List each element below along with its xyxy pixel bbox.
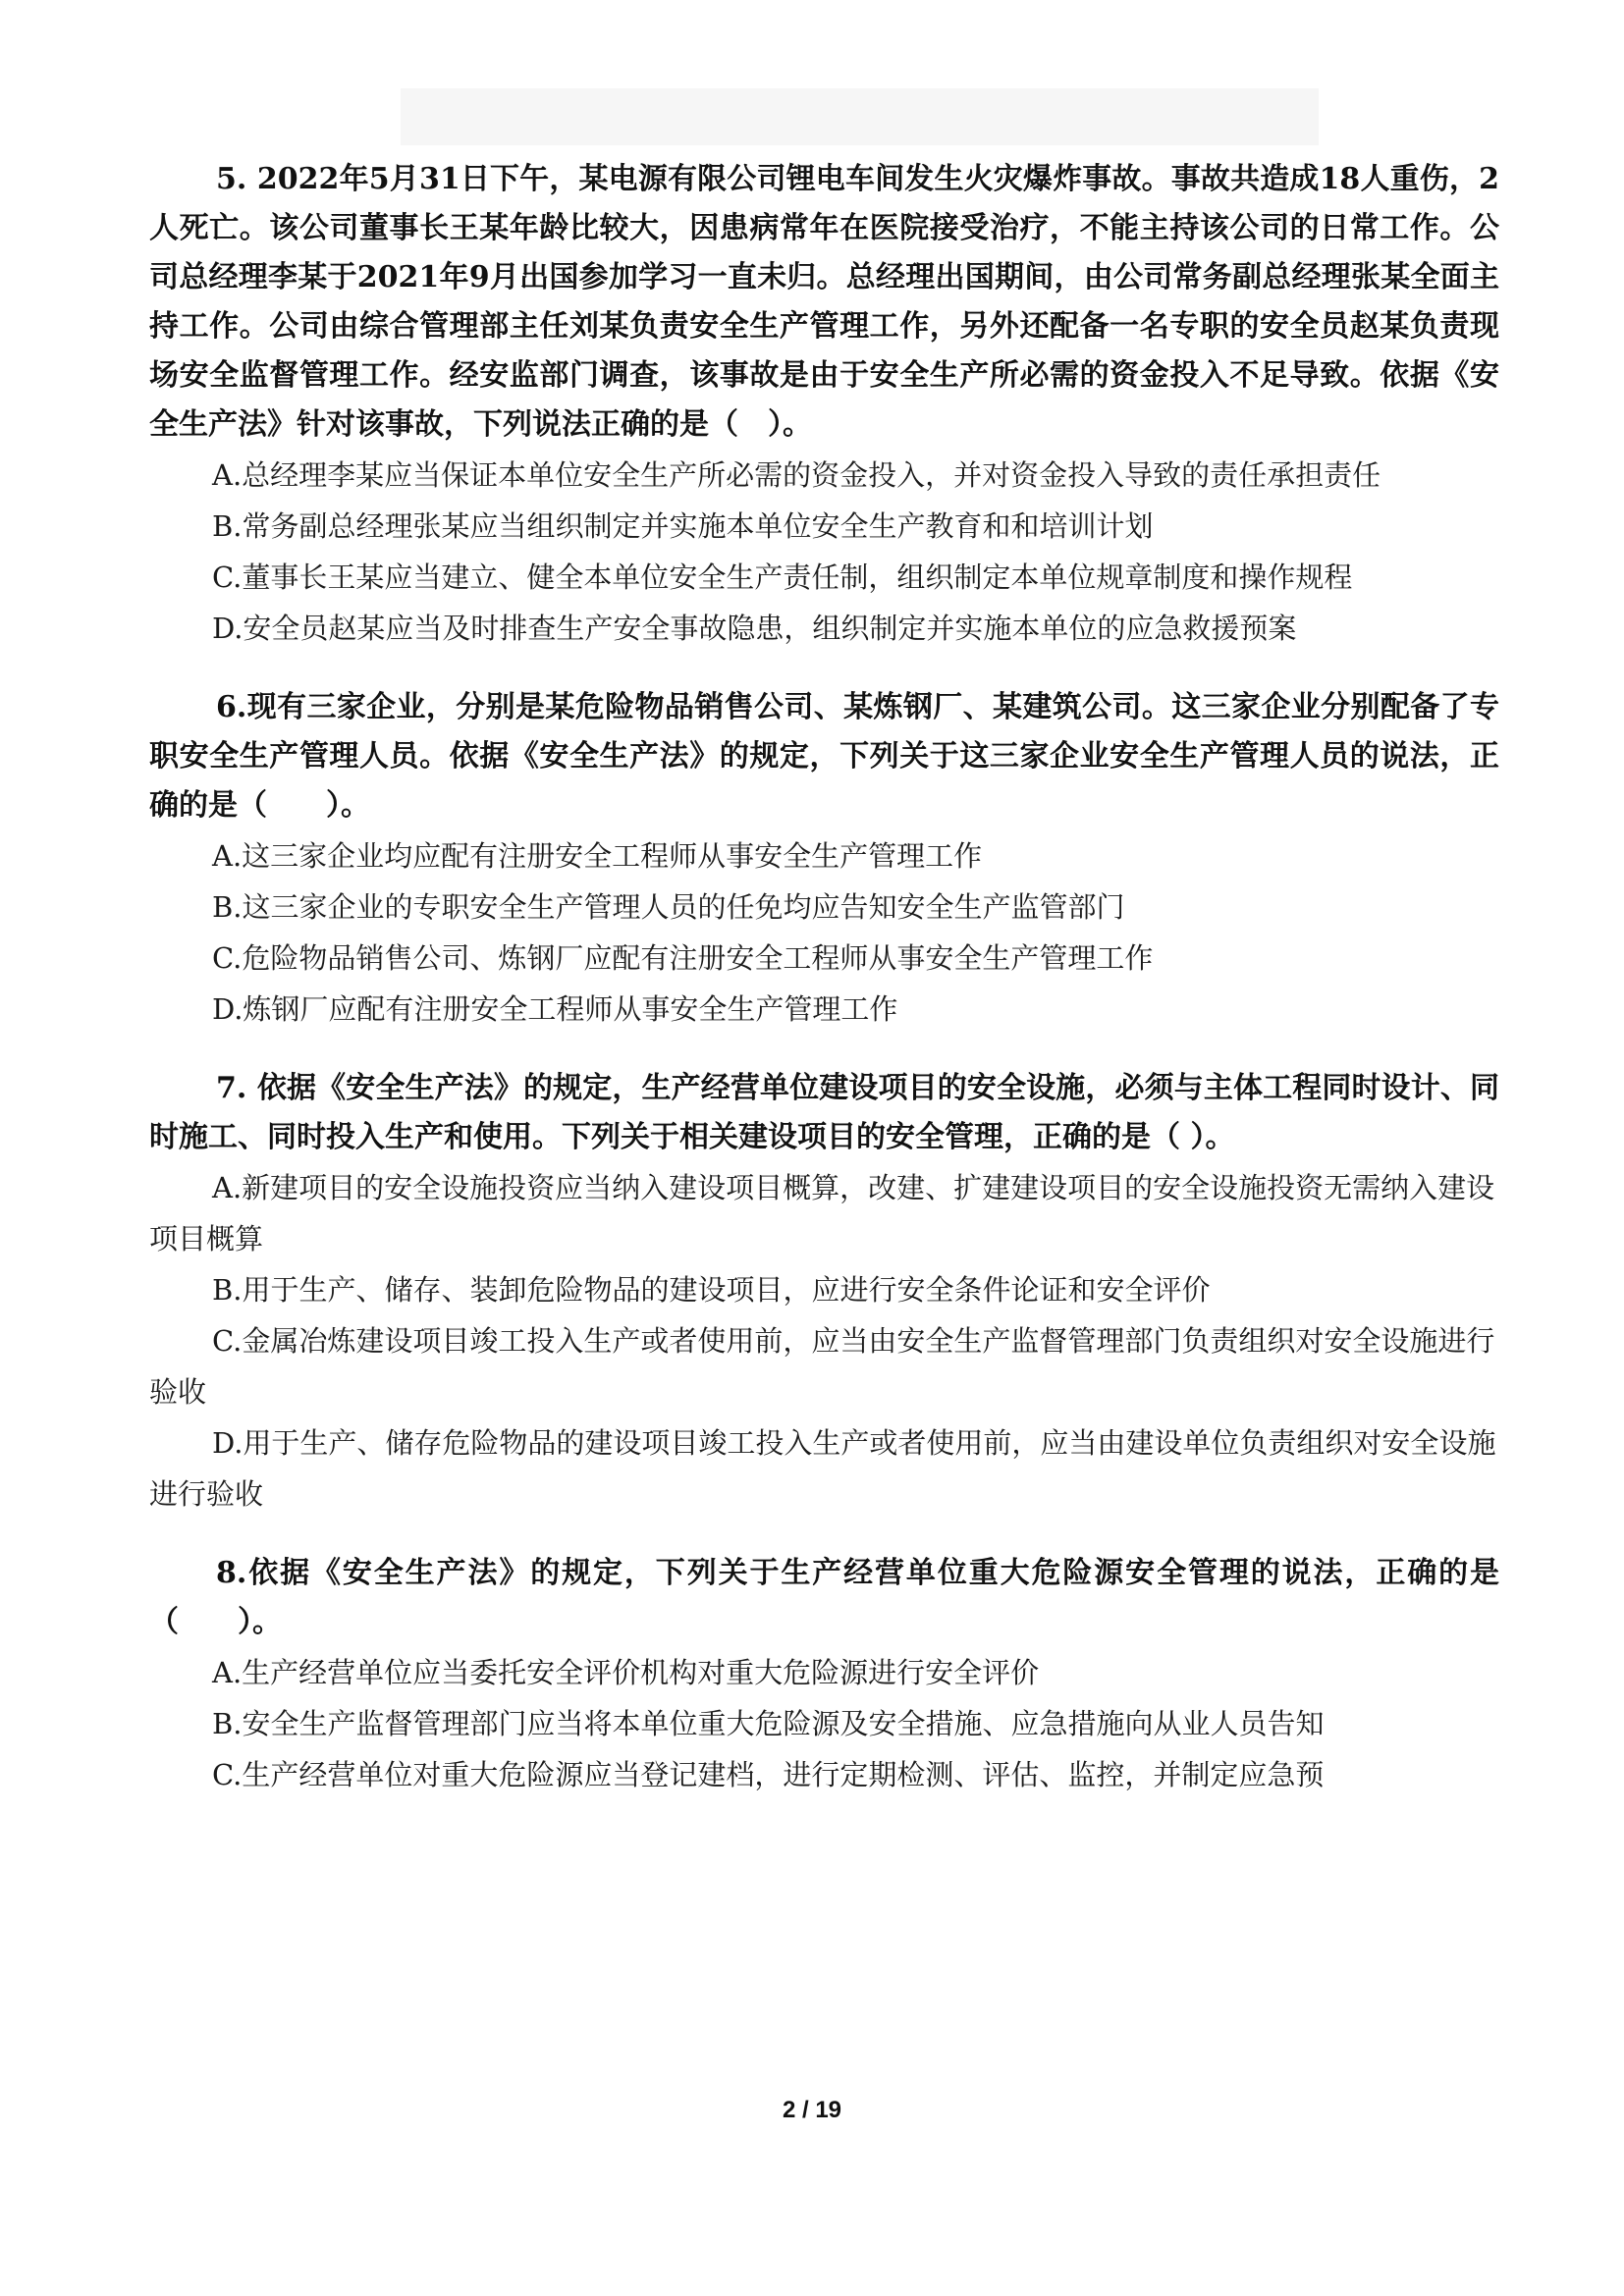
question-6 xyxy=(149,683,1499,1035)
question-8 xyxy=(149,1549,1499,1800)
question-7 xyxy=(149,1064,1499,1520)
page-number: 2 / 19 xyxy=(782,2097,842,2123)
option-a: A.生产经营单位应当委托安全评价机构对重大危险源进行安全评价 xyxy=(212,1656,1040,1689)
question-stem: 5. 2022年5月31日下午，某电源有限公司锂电车间发生火灾爆炸事故。事故共造成18人重伤，2人死亡。该公司董事长王某年龄比较大，因患病常年在医院接受治疗，不能主持该公司的日常工作。公司总经理李某于2021年9月出国参加学习一直未归。总经理出国期间，由公司常务副总经理张某全面主持工作。公司由综合管理部主任刘某负责安全生产管理工作，另外还配备一名专职的安全员赵某负责现场安全监督管理工作。经安监部门调查，该事故是由于安全生产所必需的资金投入不足导致。依据《安全生产法》针对该事故，下列说法正确的是（ ）。 xyxy=(149,162,1499,442)
option-d: D.炼钢厂应配有注册安全工程师从事安全生产管理工作 xyxy=(212,992,898,1026)
option-a: A.这三家企业均应配有注册安全工程师从事安全生产管理工作 xyxy=(212,839,983,873)
option-c: C.金属冶炼建设项目竣工投入生产或者使用前，应当由安全生产监督管理部门负责组织对安全设施进行验收 xyxy=(149,1324,1495,1409)
option-b: B.用于生产、储存、装卸危险物品的建设项目，应进行安全条件论证和安全评价 xyxy=(212,1273,1211,1307)
question-stem: 7. 依据《安全生产法》的规定，生产经营单位建设项目的安全设施，必须与主体工程同时设计、同时施工、同时投入生产和使用。下列关于相关建设项目的安全管理，正确的是（ ）。 xyxy=(149,1071,1499,1154)
question-stem: 6.现有三家企业，分别是某危险物品销售公司、某炼钢厂、某建筑公司。这三家企业分别配备了专职安全生产管理人员。依据《安全生产法》的规定，下列关于这三家企业安全生产管理人员的说法，正确的是（ ）。 xyxy=(149,690,1499,823)
option-a: A.新建项目的安全设施投资应当纳入建设项目概算，改建、扩建建设项目的安全设施投资无需纳入建设项目概算 xyxy=(149,1171,1495,1255)
option-b: B.这三家企业的专职安全生产管理人员的任免均应告知安全生产监管部门 xyxy=(212,890,1125,924)
option-b: B.常务副总经理张某应当组织制定并实施本单位安全生产教育和和培训计划 xyxy=(212,509,1154,543)
option-b: B.安全生产监督管理部门应当将本单位重大危险源及安全措施、应急措施向从业人员告知 xyxy=(212,1707,1325,1740)
question-5 xyxy=(149,155,1499,654)
option-c: C.危险物品销售公司、炼钢厂应配有注册安全工程师从事安全生产管理工作 xyxy=(212,941,1154,975)
header-band xyxy=(401,88,1319,145)
question-stem: 8.依据《安全生产法》的规定，下列关于生产经营单位重大危险源安全管理的说法，正确的是（ ）。 xyxy=(149,1556,1499,1639)
option-a: A.总经理李某应当保证本单位安全生产所必需的资金投入，并对资金投入导致的责任承担责任 xyxy=(212,458,1381,492)
option-d: D.用于生产、储存危险物品的建设项目竣工投入生产或者使用前，应当由建设单位负责组织对安全设施进行验收 xyxy=(149,1426,1496,1511)
document-body xyxy=(149,155,1499,1830)
option-d: D.安全员赵某应当及时排查生产安全事故隐患，组织制定并实施本单位的应急救援预案 xyxy=(212,612,1297,645)
option-c: C.生产经营单位对重大危险源应当登记建档，进行定期检测、评估、监控，并制定应急预 xyxy=(212,1758,1325,1791)
option-c: C.董事长王某应当建立、健全本单位安全生产责任制，组织制定本单位规章制度和操作规程 xyxy=(212,561,1353,594)
